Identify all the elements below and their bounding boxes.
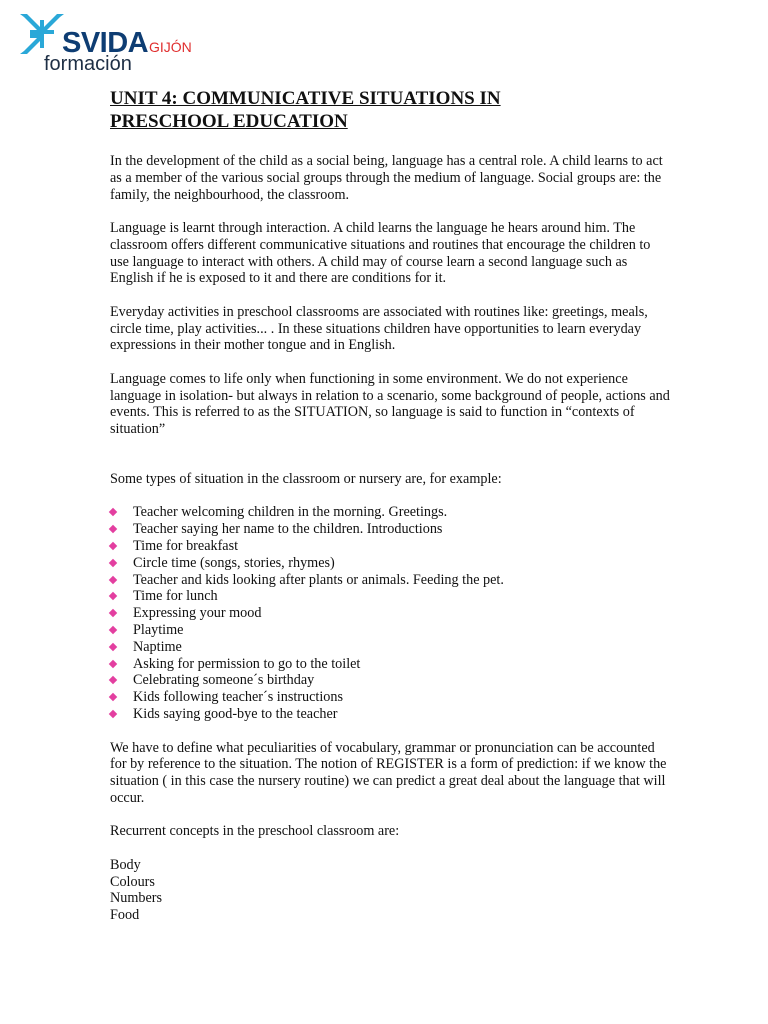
list-item-text: Asking for permission to go to the toilet [133, 655, 361, 672]
situations-list [110, 504, 670, 722]
list-intro: Some types of situation in the classroom or nursery are, for example: [110, 470, 502, 487]
list-item-text: Time for lunch [133, 588, 218, 605]
paragraph-2: Language is learnt through interaction. A child learns the language he hears around him. The classroom offers different communicative situations and routines that encourage the children to use language to interact with others. A child may of course learn a second language such as English if he is exposed to it and there are conditions for it. [110, 219, 651, 287]
converging-arrows-icon [18, 12, 66, 56]
title-line-2: PRESCHOOL EDUCATION [110, 111, 348, 132]
logo-brand: SVIDA [62, 27, 149, 59]
list-item [110, 689, 670, 706]
list-item [110, 639, 670, 656]
list-item-text: Expressing your mood [133, 605, 262, 622]
list-item-text: Teacher saying her name to the children. Introductions [133, 521, 443, 538]
logo-subtitle: formación [44, 53, 132, 75]
list-item-text: Time for breakfast [133, 537, 239, 554]
list-item [110, 521, 670, 538]
list-item [110, 538, 670, 555]
diamond-bullet-icon [109, 659, 117, 667]
list-item-text: Teacher and kids looking after plants or animals. Feeding the pet. [133, 571, 504, 588]
concept-item: Food [110, 907, 140, 924]
diamond-bullet-icon [109, 542, 117, 550]
list-item [110, 588, 670, 605]
list-item [110, 656, 670, 673]
list-item-text: Teacher welcoming children in the morning. Greetings. [133, 504, 448, 521]
paragraph-4: Language comes to life only when functioning in some environment. We do not experience language in isolation- but always in relation to a scenario, some background of people, actions and events. This is referred to as the SITUATION, so language is said to function in “contexts of situation” [110, 370, 670, 438]
list-item [110, 672, 670, 689]
diamond-bullet-icon [109, 575, 117, 583]
title-line-1: UNIT 4: COMMUNICATIVE SITUATIONS IN [110, 88, 501, 109]
diamond-bullet-icon [109, 609, 117, 617]
diamond-bullet-icon [109, 525, 117, 533]
list-item [110, 622, 670, 639]
concepts-list [110, 857, 670, 924]
document-title [110, 87, 670, 133]
list-item-text: Naptime [133, 638, 182, 655]
list-item [110, 504, 670, 521]
concept-item: Body [110, 856, 141, 873]
list-item-text: Celebrating someone´s birthday [133, 672, 315, 689]
diamond-bullet-icon [109, 508, 117, 516]
paragraph-1: In the development of the child as a social being, language has a central role. A child learns to act as a member of the various social groups through the medium of language. Social groups are: the family, the neighbourhood, the classroom. [110, 153, 663, 203]
logo-city: GIJÓN [149, 39, 192, 55]
paragraph-5: We have to define what peculiarities of vocabulary, grammar or pronunciation can be accounted for by reference to the situation. The notion of REGISTER is a form of prediction: if we know the situation ( in this case the nursery routine) we can predict a great deal about the language that will occur. [110, 739, 667, 807]
list-item-text: Kids following teacher´s instructions [133, 689, 344, 706]
concepts-intro: Recurrent concepts in the preschool classroom are: [110, 823, 400, 840]
list-item-text: Playtime [133, 621, 184, 638]
diamond-bullet-icon [109, 558, 117, 566]
diamond-bullet-icon [109, 642, 117, 650]
diamond-bullet-icon [109, 676, 117, 684]
concept-item: Numbers [110, 890, 163, 907]
list-item [110, 706, 670, 723]
list-item-text: Circle time (songs, stories, rhymes) [133, 554, 335, 571]
list-item [110, 555, 670, 572]
list-item [110, 605, 670, 622]
list-item [110, 572, 670, 589]
diamond-bullet-icon [109, 693, 117, 701]
diamond-bullet-icon [109, 710, 117, 718]
diamond-bullet-icon [109, 592, 117, 600]
document-body [110, 87, 670, 924]
list-item-text: Kids saying good-bye to the teacher [133, 705, 338, 722]
diamond-bullet-icon [109, 626, 117, 634]
concept-item: Colours [110, 873, 155, 890]
paragraph-3: Everyday activities in preschool classrooms are associated with routines like: greetings, meals, circle time, play activities... . In these situations children have opportunities to learn everyday expressions in their mother tongue and in English. [110, 303, 648, 354]
logo [18, 10, 208, 76]
